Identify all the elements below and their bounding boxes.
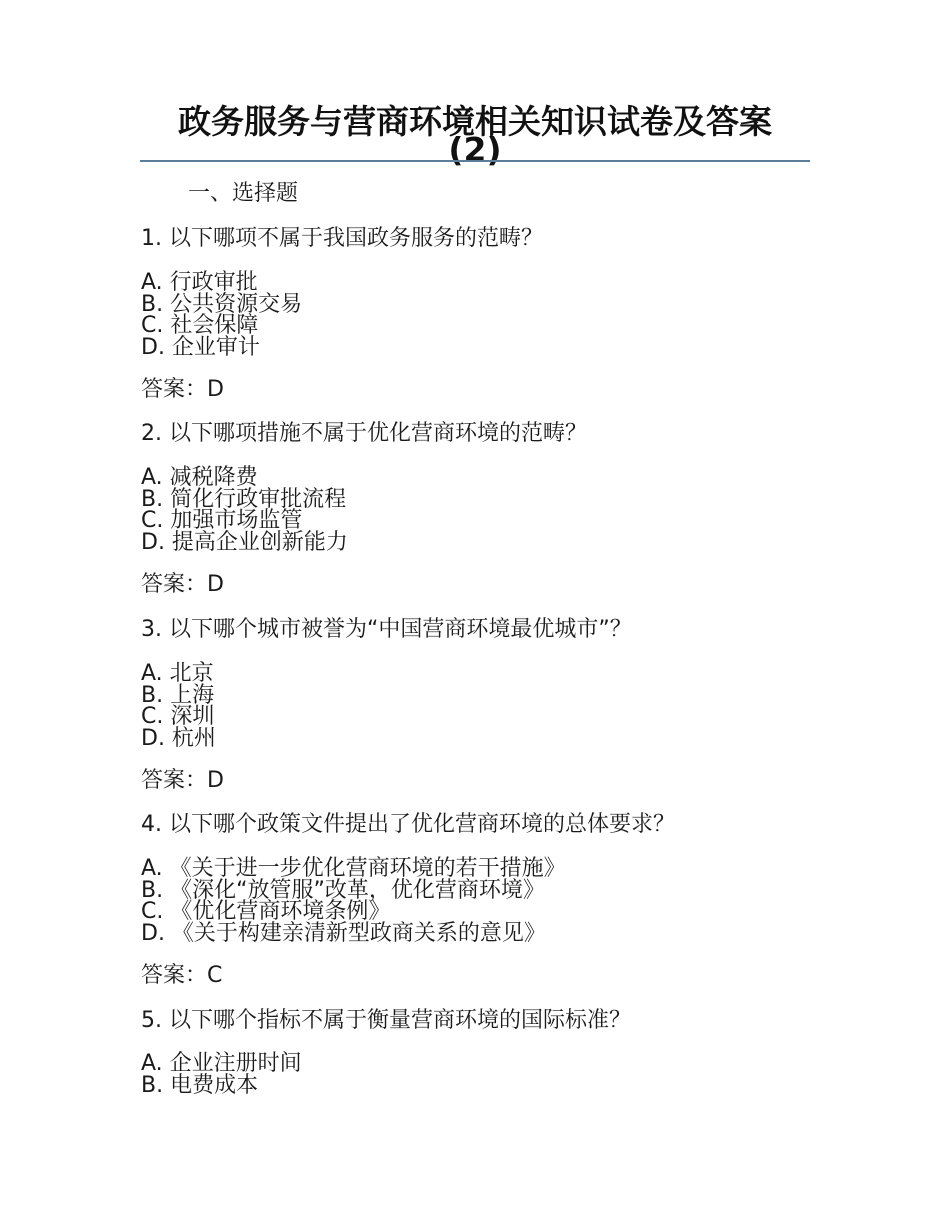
option-item: A. 企业注册时间: [141, 1051, 302, 1076]
option-item: C. 深圳: [141, 704, 215, 729]
question-stem: 3. 以下哪个城市被誉为“中国营商环境最优城市”？: [141, 617, 632, 642]
answer-text: 答案：D: [141, 572, 224, 597]
page-title: [140, 104, 810, 168]
option-item: A. 行政审批: [141, 270, 258, 295]
option-item: B. 上海: [141, 682, 215, 708]
option-list: [141, 663, 216, 749]
answer-text: 答案：D: [141, 768, 224, 793]
option-item: C. 社会保障: [141, 313, 259, 338]
option-item: B. 简化行政审批流程: [141, 486, 347, 512]
option-item: A. 减税降费: [141, 465, 258, 490]
option-item: A. 北京: [141, 661, 214, 686]
section-heading: 一、选择题: [188, 181, 299, 206]
option-list: [141, 858, 566, 944]
question-stem: 5. 以下哪个指标不属于衡量营商环境的国际标准？: [141, 1008, 631, 1033]
option-item: B. 电费成本: [141, 1072, 259, 1098]
title-divider: [140, 160, 810, 162]
answer-text: 答案：D: [141, 377, 224, 402]
option-item: A. 《关于进一步优化营商环境的若干措施》: [141, 856, 566, 881]
option-item: B. 《深化“放管服”改革，优化营商环境》: [141, 877, 545, 903]
title-line-1: 政务服务与营商环境相关知识试卷及答案: [178, 102, 772, 141]
question-stem: 1. 以下哪项不属于我国政务服务的范畴？: [141, 226, 543, 251]
title-line-2: (2): [448, 130, 502, 169]
option-item: D. 企业审计: [141, 334, 260, 360]
option-item: C. 《优化营商环境条例》: [141, 899, 391, 924]
question-stem: 2. 以下哪项措施不属于优化营商环境的范畴？: [141, 421, 587, 446]
option-item: D. 杭州: [141, 725, 216, 751]
answer-text: 答案：C: [141, 963, 223, 988]
option-list: [141, 1053, 302, 1096]
question-stem: 4. 以下哪个政策文件提出了优化营商环境的总体要求？: [141, 812, 675, 837]
option-item: D. 提高企业创新能力: [141, 529, 348, 555]
option-list: [141, 272, 302, 358]
option-item: C. 加强市场监管: [141, 508, 303, 533]
option-item: D. 《关于构建亲清新型政商关系的意见》: [141, 920, 546, 946]
option-list: [141, 467, 348, 553]
option-item: B. 公共资源交易: [141, 291, 303, 317]
